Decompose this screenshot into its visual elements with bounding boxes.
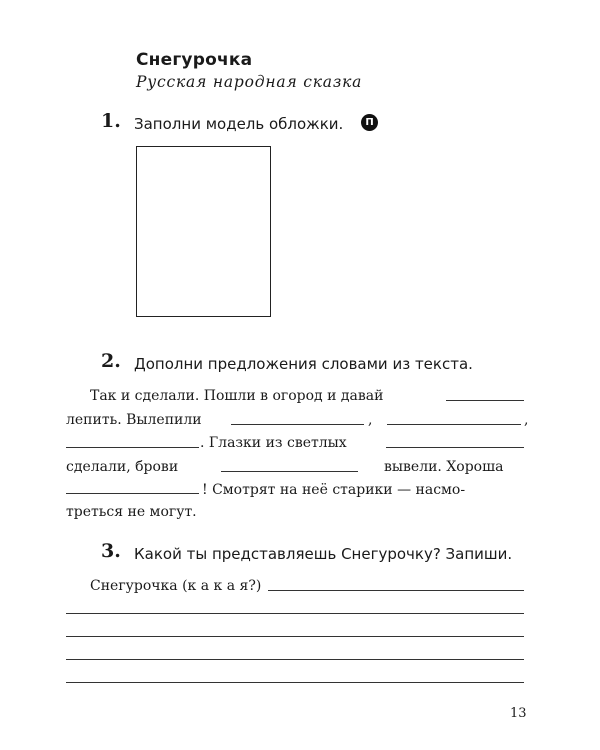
sentence-line-5: ! Смотрят на неё старики — насмо-	[202, 482, 466, 498]
story-title: Снегурочка	[136, 50, 253, 70]
story-subtitle: Русская народная сказка	[136, 73, 363, 91]
answer-line-3[interactable]	[66, 636, 524, 637]
sentence-line-4a: сделали, брови	[66, 459, 179, 475]
comma-2: ,	[524, 412, 529, 428]
task-1-instruction: Заполни модель обложки.	[134, 115, 344, 133]
task-3-number: 3.	[101, 540, 121, 562]
comma-1: ,	[368, 412, 373, 428]
task-3-prompt: Снегурочка (к а к а я?)	[90, 578, 262, 594]
answer-blank-1[interactable]	[446, 400, 524, 401]
answer-blank-3[interactable]	[387, 424, 521, 425]
sentence-line-3: . Глазки из светлых	[200, 435, 347, 451]
answer-line-2[interactable]	[66, 613, 524, 614]
answer-line-1[interactable]	[268, 590, 524, 591]
answer-blank-5[interactable]	[386, 447, 524, 448]
page-number: 13	[510, 706, 527, 721]
answer-blank-7[interactable]	[66, 493, 199, 494]
answer-blank-2[interactable]	[231, 424, 364, 425]
sentence-line-4b: вывели. Хороша	[384, 459, 504, 475]
task-1-number: 1.	[101, 110, 121, 132]
cover-model-box[interactable]	[136, 146, 271, 317]
answer-blank-6[interactable]	[221, 471, 358, 472]
sentence-line-2: лепить. Вылепили	[66, 412, 202, 428]
sentence-line-1: Так и сделали. Пошли в огород и давай	[90, 388, 384, 404]
answer-blank-4[interactable]	[66, 447, 199, 448]
task-2-number: 2.	[101, 350, 121, 372]
task-2-instruction: Дополни предложения словами из текста.	[134, 355, 473, 373]
answer-line-4[interactable]	[66, 659, 524, 660]
difficulty-badge-icon: П	[361, 114, 378, 131]
task-3-instruction: Какой ты представляешь Снегурочку? Запиши.	[134, 545, 513, 563]
answer-line-5[interactable]	[66, 682, 524, 683]
sentence-line-6: треться не могут.	[66, 504, 197, 520]
